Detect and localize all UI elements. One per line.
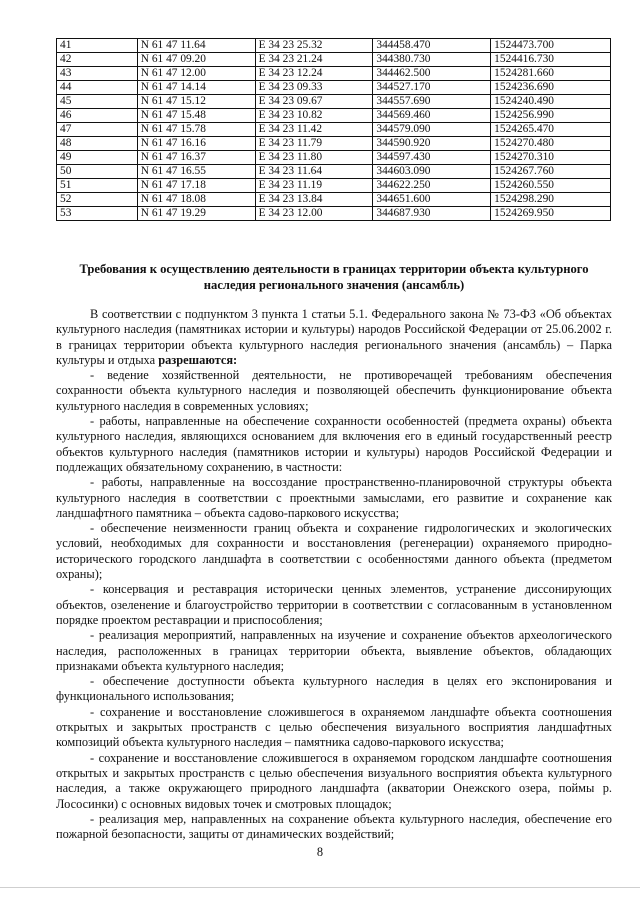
table-cell: E 34 23 10.82: [255, 109, 373, 123]
page-bottom-rule: [0, 887, 640, 888]
table-cell: 1524236.690: [491, 81, 611, 95]
table-cell: 52: [57, 193, 138, 207]
page-number: 8: [316, 845, 324, 859]
table-cell: 344380.730: [373, 53, 491, 67]
table-cell: E 34 23 09.33: [255, 81, 373, 95]
table-cell: 1524416.730: [491, 53, 611, 67]
table-cell: 49: [57, 151, 138, 165]
list-item: - обеспечение неизменности границ объекта и сохранение гидрологических и экологических условий, необходимых для сохранности и восстановления (регенерации) охраняемого природно-исторического городского ландшафта в соответствии с особенностями данного объекта (предметом охраны);: [56, 521, 612, 582]
table-cell: E 34 23 25.32: [255, 39, 373, 53]
table-row: [57, 67, 611, 81]
table-cell: 344527.170: [373, 81, 491, 95]
table-cell: 1524281.660: [491, 67, 611, 81]
table-cell: 344651.600: [373, 193, 491, 207]
table-row: [57, 123, 611, 137]
table-row: [57, 179, 611, 193]
table-cell: 344687.930: [373, 207, 491, 221]
section-heading-line-2: наследия регионального значения (ансамбль): [203, 277, 465, 292]
list-item: - реализация мер, направленных на сохранение объекта культурного наследия, обеспечение его пожарной безопасности, защиты от динамических воздействий;: [56, 811, 612, 842]
table-cell: 344569.460: [373, 109, 491, 123]
list-item: - обеспечение доступности объекта культурного наследия в целях его экспонирования и функционального использования;: [56, 674, 612, 704]
table-cell: E 34 23 11.42: [255, 123, 373, 137]
table-cell: E 34 23 11.64: [255, 165, 373, 179]
table-cell: 1524473.700: [491, 39, 611, 53]
table-row: [57, 39, 611, 53]
coordinates-table-body: [57, 39, 611, 221]
table-cell: N 61 47 16.16: [137, 137, 255, 151]
table-row: [57, 81, 611, 95]
table-cell: N 61 47 14.14: [137, 81, 255, 95]
list-item: - реализация мероприятий, направленных на изучение и сохранение объектов археологического наследия, расположенных в границах территории объекта, выявление объектов, обладающих признаками объекта культурного наследия;: [56, 628, 612, 673]
table-row: [57, 95, 611, 109]
intro-paragraph: [56, 307, 612, 368]
table-cell: N 61 47 19.29: [137, 207, 255, 221]
table-row: [57, 193, 611, 207]
table-cell: 42: [57, 53, 138, 67]
table-row: [57, 137, 611, 151]
table-cell: 344557.690: [373, 95, 491, 109]
table-cell: 344462.500: [373, 67, 491, 81]
table-cell: E 34 23 11.79: [255, 137, 373, 151]
table-row: [57, 151, 611, 165]
table-cell: E 34 23 11.80: [255, 151, 373, 165]
table-cell: 53: [57, 207, 138, 221]
table-cell: N 61 47 15.48: [137, 109, 255, 123]
table-cell: N 61 47 16.55: [137, 165, 255, 179]
list-item: - работы, направленные на воссоздание пространственно-планировочной структуры объекта культурного наследия в соответствии с проектными замыслами, его развитие и сохранение как ландшафтного памятника – объекта садово-паркового искусства;: [56, 475, 612, 520]
table-row: [57, 53, 611, 67]
table-cell: 44: [57, 81, 138, 95]
table-cell: 344622.250: [373, 179, 491, 193]
table-cell: N 61 47 11.64: [137, 39, 255, 53]
table-cell: 344597.430: [373, 151, 491, 165]
table-cell: 41: [57, 39, 138, 53]
table-cell: 344590.920: [373, 137, 491, 151]
table-cell: N 61 47 17.18: [137, 179, 255, 193]
list-item: - работы, направленные на обеспечение сохранности особенностей (предмета охраны) объекта культурного наследия, являющихся основанием для включения его в единый государственный реестр объектов культурного наследия (памятников истории и культуры) народов Российской Федерации и подлежащих обязательному сохранению, в частности:: [56, 414, 612, 474]
table-cell: 46: [57, 109, 138, 123]
list-item: - ведение хозяйственной деятельности, не противоречащей требованиям обеспечения сохранности объекта культурного наследия и позволяющей обеспечить функционирование объекта культурного наследия в современных условиях;: [56, 368, 612, 413]
table-cell: 1524269.950: [491, 207, 611, 221]
section-heading: [56, 262, 612, 293]
table-cell: E 34 23 11.19: [255, 179, 373, 193]
table-row: [57, 165, 611, 179]
table-cell: 43: [57, 67, 138, 81]
table-cell: E 34 23 12.00: [255, 207, 373, 221]
table-cell: N 61 47 16.37: [137, 151, 255, 165]
table-cell: 344458.470: [373, 39, 491, 53]
table-cell: E 34 23 13.84: [255, 193, 373, 207]
table-cell: N 61 47 15.12: [137, 95, 255, 109]
table-cell: 1524260.550: [491, 179, 611, 193]
body-text: [56, 307, 612, 842]
table-cell: 51: [57, 179, 138, 193]
list-item: - консервация и реставрация исторически ценных элементов, устранение диссонирующих объектов, озеленение и благоустройство территории в соответствии с согласованным в установленном порядке проектом реставрации и приспособления;: [56, 582, 612, 627]
intro-bold-text: разрешаются:: [158, 352, 238, 367]
table-cell: 344603.090: [373, 165, 491, 179]
table-cell: 45: [57, 95, 138, 109]
table-cell: 1524270.310: [491, 151, 611, 165]
table-cell: 47: [57, 123, 138, 137]
table-cell: E 34 23 09.67: [255, 95, 373, 109]
table-row: [57, 207, 611, 221]
table-cell: 48: [57, 137, 138, 151]
table-cell: 1524267.760: [491, 165, 611, 179]
section-heading-line-1: Требования к осуществлению деятельности в границах территории объекта культурного: [79, 262, 589, 276]
list-item: - сохранение и восстановление сложившегося в охраняемом городском ландшафте соотношения открытых и закрытых пространств с целью обеспечения визуального восприятия объекта культурного наследия, а также окружающего природного ландшафта (акватории Онежского озера, поймы р. Лососинки) с основных видовых точек и смотровых площадок;: [56, 750, 612, 811]
table-cell: N 61 47 15.78: [137, 123, 255, 137]
table-cell: 50: [57, 165, 138, 179]
list-item: - сохранение и восстановление сложившегося в охраняемом ландшафте объекта соотношения открытых и закрытых пространств с целью обеспечения визуального восприятия ландшафтных композиций объекта культурного наследия – памятника садово-паркового искусства;: [56, 704, 612, 750]
table-cell: 1524265.470: [491, 123, 611, 137]
table-row: [57, 109, 611, 123]
table-cell: 1524270.480: [491, 137, 611, 151]
table-cell: 344579.090: [373, 123, 491, 137]
coordinates-table: [56, 38, 611, 221]
table-cell: 1524240.490: [491, 95, 611, 109]
table-cell: 1524256.990: [491, 109, 611, 123]
table-cell: N 61 47 18.08: [137, 193, 255, 207]
table-cell: N 61 47 12.00: [137, 67, 255, 81]
table-cell: E 34 23 12.24: [255, 67, 373, 81]
table-cell: 1524298.290: [491, 193, 611, 207]
table-cell: N 61 47 09.20: [137, 53, 255, 67]
intro-text: В соответствии с подпунктом 3 пункта 1 статьи 5.1. Федерального закона № 73-ФЗ «Об объектах культурного наследия (памятниках истории и культуры) народов Российской Федерации от 25.06.2002 г. в границах территории объекта культурного наследия регионального значения (ансамбль) – Парка культуры и отдыха: [56, 307, 612, 367]
table-cell: E 34 23 21.24: [255, 53, 373, 67]
